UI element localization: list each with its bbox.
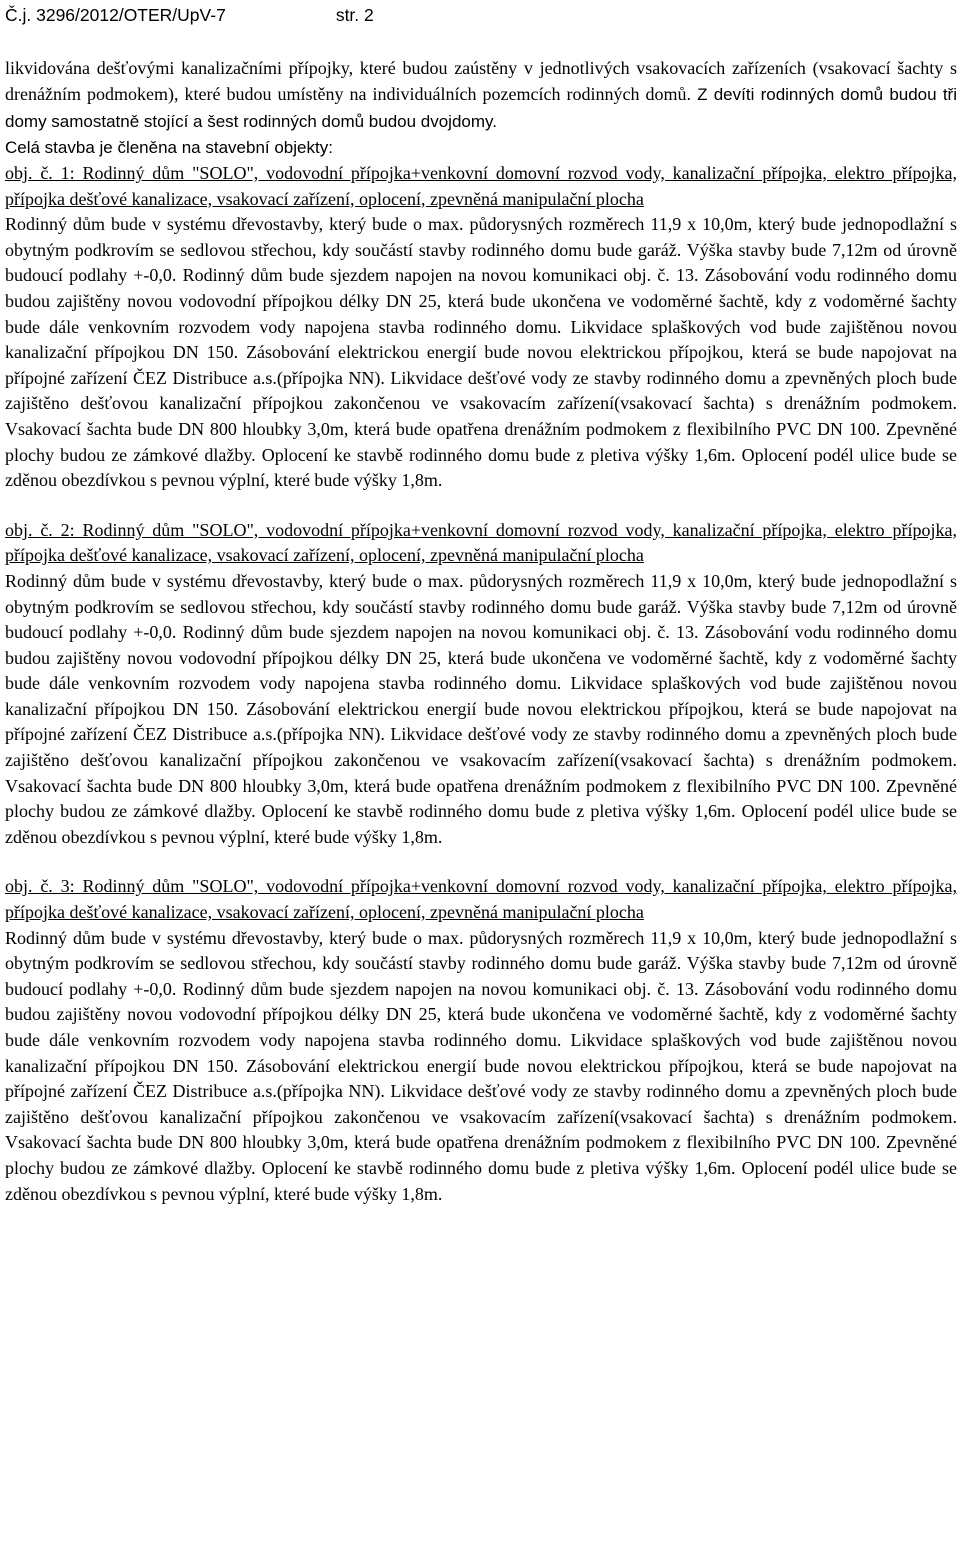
object-description: Rodinný dům bude v systému dřevostavby, který bude o max. půdorysných rozměrech 11,9 x 10,0m, který bude jednopodlažní s obytným podkrovím se sedlovou střechou, kdy součástí stavby rodinného domu bude garáž. Výška stavby bude 7,12m od úrovně budoucí podlahy +-0,0. Rodinný dům bude sjezdem napojen na novou komunikaci obj. č. 13. Zásobování vodu rodinného domu budou zajištěny novou vodovodní přípojkou délky DN 25, která bude ukončena ve vodoměrné šachtě, kdy z vodoměrné šachty bude dále venkovním rozvodem vody napojena stavba rodinného domu. Likvidace splaškových vod bude zajištěnou novou kanalizační přípojkou DN 150. Zásobování elektrickou energií bude novou elektrickou přípojkou, která se bude napojovat na přípojné zařízení ČEZ Distribuce a.s.(přípojka NN). Likvidace dešťové vody ze stavby rodinného domu a zpevněných ploch bude zajištěno dešťovou kanalizační přípojkou zakončenou ve vsakovacím zařízení(vsakovací šachta) s drenážním podmokem. Vsakovací šachta bude DN 800 hloubky 3,0m, která bude opatřena drenážním podmokem z flexibilního PVC DN 100. Zpevněné plochy budou ze zámkové dlažby. Oplocení ke stavbě rodinného domu bude z pletiva výšky 1,6m. Oplocení podél ulice bude se zděnou obezdívkou s pevnou výplní, které bude výšky 1,8m. <box>5 927 957 1204</box>
intro-text: likvidována dešťovými kanalizačními přípojky, které budou zaústěny v jednotlivých vsakovacích zařízeních (vsakovací šachty s drenážním podmokem), které budou umístěny na individuálních pozemcích rodinných domů. <box>5 58 957 104</box>
intro-houses-text: Z devíti rodinných domů budou tři domy samostatně stojící a šest rodinných domů budou dvojdomy. <box>5 85 957 131</box>
building-object-1 <box>5 161 957 494</box>
building-object-2 <box>5 518 957 851</box>
object-description: Rodinný dům bude v systému dřevostavby, který bude o max. půdorysných rozměrech 11,9 x 10,0m, který bude jednopodlažní s obytným podkrovím se sedlovou střechou, kdy součástí stavby rodinného domu bude garáž. Výška stavby bude 7,12m od úrovně budoucí podlahy +-0,0. Rodinný dům bude sjezdem napojen na novou komunikaci obj. č. 13. Zásobování vodu rodinného domu budou zajištěny novou vodovodní přípojkou délky DN 25, která bude ukončena ve vodoměrné šachtě, kdy z vodoměrné šachty bude dále venkovním rozvodem vody napojena stavba rodinného domu. Likvidace splaškových vod bude zajištěnou novou kanalizační přípojkou DN 150. Zásobování elektrickou energií bude novou elektrickou přípojkou, která se bude napojovat na přípojné zařízení ČEZ Distribuce a.s.(přípojka NN). Likvidace dešťové vody ze stavby rodinného domu a zpevněných ploch bude zajištěno dešťovou kanalizační přípojkou zakončenou ve vsakovacím zařízení(vsakovací šachta) s drenážním podmokem. Vsakovací šachta bude DN 800 hloubky 3,0m, která bude opatřena drenážním podmokem z flexibilního PVC DN 100. Zpevněné plochy budou ze zámkové dlažby. Oplocení ke stavbě rodinného domu bude z pletiva výšky 1,6m. Oplocení podél ulice bude se zděnou obezdívkou s pevnou výplní, které bude výšky 1,8m. <box>5 570 957 847</box>
intro-paragraph <box>5 55 957 135</box>
page-header <box>5 3 957 27</box>
structure-heading: Celá stavba je členěna na stavební objekty: <box>5 138 333 157</box>
object-title: obj. č. 3: Rodinný dům "SOLO", vodovodní přípojka+venkovní domovní rozvod vody, kanalizační přípojka, elektro přípojka, přípojka dešťové kanalizace, vsakovací zařízení, oplocení, zpevněná manipulační plocha <box>5 876 957 923</box>
reference-number: Č.j. 3296/2012/OTER/UpV-7 <box>5 5 226 25</box>
object-description: Rodinný dům bude v systému dřevostavby, který bude o max. půdorysných rozměrech 11,9 x 10,0m, který bude jednopodlažní s obytným podkrovím se sedlovou střechou, kdy součástí stavby rodinného domu bude garáž. Výška stavby bude 7,12m od úrovně budoucí podlahy +-0,0. Rodinný dům bude sjezdem napojen na novou komunikaci obj. č. 13. Zásobování vodu rodinného domu budou zajištěny novou vodovodní přípojkou délky DN 25, která bude ukončena ve vodoměrné šachtě, kdy z vodoměrné šachty bude dále venkovním rozvodem vody napojena stavba rodinného domu. Likvidace splaškových vod bude zajištěnou novou kanalizační přípojkou DN 150. Zásobování elektrickou energií bude novou elektrickou přípojkou, která se bude napojovat na přípojné zařízení ČEZ Distribuce a.s.(přípojka NN). Likvidace dešťové vody ze stavby rodinného domu a zpevněných ploch bude zajištěno dešťovou kanalizační přípojkou zakončenou ve vsakovacím zařízení(vsakovací šachta) s drenážním podmokem. Vsakovací šachta bude DN 800 hloubky 3,0m, která bude opatřena drenážním podmokem z flexibilního PVC DN 100. Zpevněné plochy budou ze zámkové dlažby. Oplocení ke stavbě rodinného domu bude z pletiva výšky 1,6m. Oplocení podél ulice bude se zděnou obezdívkou s pevnou výplní, které bude výšky 1,8m. <box>5 214 957 491</box>
object-title: obj. č. 2: Rodinný dům "SOLO", vodovodní přípojka+venkovní domovní rozvod vody, kanalizační přípojka, elektro přípojka, přípojka dešťové kanalizace, vsakovací zařízení, oplocení, zpevněná manipulační plocha <box>5 519 957 566</box>
document-page <box>5 0 957 1207</box>
object-title: obj. č. 1: Rodinný dům "SOLO", vodovodní přípojka+venkovní domovní rozvod vody, kanalizační přípojka, elektro přípojka, přípojka dešťové kanalizace, vsakovací zařízení, oplocení, zpevněná manipulační plocha <box>5 163 957 209</box>
page-number: str. 2 <box>335 5 374 25</box>
building-object-3 <box>5 874 957 1207</box>
